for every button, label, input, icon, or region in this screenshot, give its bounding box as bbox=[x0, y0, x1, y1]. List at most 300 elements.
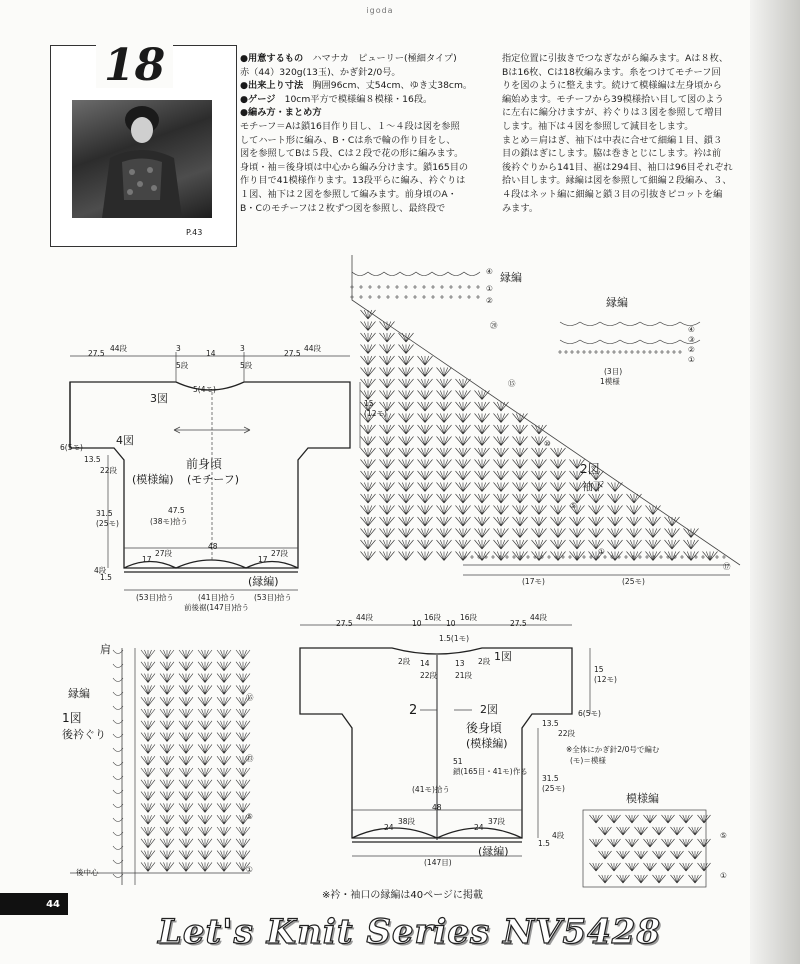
single-crochet bbox=[350, 295, 354, 299]
fan-stitch bbox=[689, 875, 702, 883]
back-dim-neck-right: 10 bbox=[446, 619, 456, 628]
fan-stitch bbox=[179, 650, 193, 659]
fan-stitch bbox=[380, 391, 395, 400]
fan-stitch bbox=[399, 368, 414, 377]
fan-stitch bbox=[217, 709, 231, 718]
fan-stitch bbox=[494, 506, 509, 515]
fan-stitch bbox=[217, 697, 231, 706]
pattern-chart-title: 模様編 bbox=[626, 792, 659, 805]
fan-stitch bbox=[551, 494, 566, 503]
fan-stitch bbox=[475, 506, 490, 515]
front-cuff-width-rows: 22段 bbox=[100, 466, 118, 475]
single-crochet bbox=[588, 350, 592, 354]
fan-stitch bbox=[217, 862, 231, 871]
fan-stitch bbox=[399, 437, 414, 446]
single-crochet bbox=[617, 555, 621, 559]
photo-page-reference: P.43 bbox=[186, 228, 203, 237]
chain-arc bbox=[113, 846, 123, 850]
fan-stitch bbox=[141, 827, 155, 836]
footnote: ※衿・袖口の縁編は40ページに掲載 bbox=[322, 890, 483, 901]
fan-stitch bbox=[236, 650, 250, 659]
fan-stitch bbox=[627, 529, 642, 538]
fig2-row-marker: ① bbox=[486, 284, 493, 293]
fan-stitch bbox=[617, 827, 630, 835]
fig2-bottom-right: (25モ) bbox=[622, 577, 645, 586]
fan-stitch bbox=[399, 425, 414, 434]
fan-stitch bbox=[689, 827, 702, 835]
edging-row-marker: ③ bbox=[688, 335, 695, 344]
front-hem-pickup-left: (53目)拾う bbox=[136, 593, 174, 602]
fan-stitch bbox=[494, 483, 509, 492]
chain-arc bbox=[620, 340, 640, 344]
fan-stitch bbox=[361, 322, 376, 331]
fan-stitch bbox=[141, 685, 155, 694]
front-body-height-pickup: (38モ)拾う bbox=[150, 517, 188, 526]
chain-arc bbox=[640, 340, 660, 344]
front-dim-neck-right: 3 bbox=[240, 344, 245, 353]
back-shoulder-drop: 15 bbox=[594, 665, 604, 674]
fig1-row-marker: ⑬ bbox=[246, 754, 254, 763]
single-crochet bbox=[422, 295, 426, 299]
fan-stitch bbox=[617, 875, 630, 883]
single-crochet bbox=[624, 350, 628, 354]
fig1-subtitle: 後衿ぐり bbox=[62, 728, 106, 741]
single-crochet bbox=[660, 350, 664, 354]
back-shoulder-drop-motifs: (12モ) bbox=[594, 675, 617, 684]
chain-arc bbox=[113, 804, 123, 808]
fan-stitch bbox=[494, 529, 509, 538]
fan-stitch bbox=[513, 494, 528, 503]
back-center-pickup: (41モ)拾う bbox=[412, 785, 450, 794]
fan-stitch bbox=[475, 425, 490, 434]
fan-stitch bbox=[179, 862, 193, 871]
fan-stitch bbox=[141, 780, 155, 789]
fan-stitch bbox=[179, 780, 193, 789]
single-crochet bbox=[377, 285, 381, 289]
fan-stitch bbox=[635, 851, 648, 859]
instruction-line: 作り目で41模様作ります。13段平らに編み、衿ぐりは bbox=[240, 175, 466, 187]
fan-stitch bbox=[646, 529, 661, 538]
fan-stitch bbox=[456, 506, 471, 515]
fan-stitch bbox=[494, 402, 509, 411]
single-crochet bbox=[505, 555, 509, 559]
back-note-motif: (モ)＝模様 bbox=[570, 756, 606, 765]
fan-stitch bbox=[179, 744, 193, 753]
fan-stitch bbox=[418, 529, 433, 538]
fan-stitch bbox=[437, 448, 452, 457]
fan-stitch bbox=[217, 721, 231, 730]
back-dim-sleeve-right-rows: 44段 bbox=[530, 613, 548, 622]
single-crochet bbox=[413, 285, 417, 289]
fan-stitch bbox=[551, 506, 566, 515]
fan-stitch bbox=[380, 379, 395, 388]
fan-stitch bbox=[380, 471, 395, 480]
fan-stitch bbox=[399, 414, 414, 423]
instruction-line: Bは16枚、Cは18枚編みます。糸をつけてモチーフ回 bbox=[502, 66, 721, 78]
back-dim-neck-left: 10 bbox=[412, 619, 422, 628]
fan-stitch bbox=[198, 792, 212, 801]
fan-stitch bbox=[456, 414, 471, 423]
fan-stitch bbox=[608, 815, 621, 823]
front-body-title: 前身頃 bbox=[186, 457, 223, 471]
fan-stitch bbox=[665, 517, 680, 526]
fan-stitch bbox=[399, 379, 414, 388]
instruction-line: 後衿ぐりから141目、裾は294目、袖口は96目それぞれ bbox=[502, 161, 733, 173]
fan-stitch bbox=[698, 815, 711, 823]
fig1-row-marker: ① bbox=[246, 865, 253, 874]
fig1-edging-label: 縁編 bbox=[68, 687, 90, 700]
fan-stitch bbox=[198, 768, 212, 777]
fan-stitch bbox=[418, 437, 433, 446]
fan-stitch bbox=[513, 460, 528, 469]
back-dim-sleeve-left: 27.5 bbox=[336, 619, 353, 628]
fan-stitch bbox=[418, 506, 433, 515]
instruction-line: みます。 bbox=[502, 202, 539, 214]
single-crochet bbox=[458, 285, 462, 289]
fan-stitch bbox=[608, 517, 623, 526]
fan-stitch bbox=[532, 529, 547, 538]
fan-stitch bbox=[671, 827, 684, 835]
fan-stitch bbox=[437, 391, 452, 400]
fan-stitch bbox=[217, 650, 231, 659]
fan-stitch bbox=[456, 552, 471, 561]
fan-stitch bbox=[437, 529, 452, 538]
chain-arc bbox=[113, 692, 123, 696]
edging-row-marker: ② bbox=[688, 345, 695, 354]
back-fig2-ref-right: 2図 bbox=[480, 703, 498, 716]
chain-arc bbox=[113, 748, 123, 752]
single-crochet bbox=[449, 295, 453, 299]
fan-stitch bbox=[665, 529, 680, 538]
fan-stitch bbox=[608, 863, 621, 871]
fan-stitch bbox=[141, 721, 155, 730]
single-crochet bbox=[561, 555, 565, 559]
back-hem-band: 1.5 bbox=[538, 839, 550, 848]
fan-stitch bbox=[608, 483, 623, 492]
fan-stitch bbox=[361, 552, 376, 561]
chain-arc bbox=[400, 272, 416, 276]
fan-stitch bbox=[626, 863, 639, 871]
fan-stitch bbox=[160, 862, 174, 871]
single-crochet bbox=[413, 295, 417, 299]
fan-stitch bbox=[236, 839, 250, 848]
fan-stitch bbox=[179, 768, 193, 777]
single-crochet bbox=[648, 350, 652, 354]
fan-stitch bbox=[437, 379, 452, 388]
fan-stitch bbox=[653, 875, 666, 883]
fan-stitch bbox=[198, 733, 212, 742]
back-neck-dim-e: 21段 bbox=[455, 671, 473, 680]
fan-stitch bbox=[513, 437, 528, 446]
fan-stitch bbox=[418, 356, 433, 365]
single-crochet bbox=[512, 555, 516, 559]
fan-stitch bbox=[551, 460, 566, 469]
fan-stitch bbox=[198, 650, 212, 659]
front-shoulder-drop: 15 bbox=[364, 399, 374, 408]
fan-stitch bbox=[160, 803, 174, 812]
fan-stitch bbox=[646, 552, 661, 561]
fan-stitch bbox=[680, 815, 693, 823]
single-crochet bbox=[600, 350, 604, 354]
fan-stitch bbox=[198, 839, 212, 848]
single-crochet bbox=[547, 555, 551, 559]
fan-stitch bbox=[179, 685, 193, 694]
chain-arc bbox=[660, 322, 680, 326]
fan-stitch bbox=[361, 379, 376, 388]
chain-arc bbox=[432, 272, 448, 276]
fan-stitch bbox=[644, 815, 657, 823]
single-crochet bbox=[642, 350, 646, 354]
fan-stitch bbox=[627, 517, 642, 526]
fan-stitch bbox=[627, 552, 642, 561]
chain-arc bbox=[113, 818, 123, 822]
fan-stitch bbox=[141, 851, 155, 860]
fan-stitch bbox=[513, 540, 528, 549]
fan-stitch bbox=[179, 827, 193, 836]
fig2-row-marker: ④ bbox=[486, 267, 493, 276]
fan-stitch bbox=[456, 517, 471, 526]
fan-stitch bbox=[494, 540, 509, 549]
instruction-line: してハート形に編み、B・Cは糸で輪の作り目をし、 bbox=[240, 134, 456, 146]
fan-stitch bbox=[456, 448, 471, 457]
fan-stitch bbox=[380, 460, 395, 469]
fan-stitch bbox=[217, 839, 231, 848]
fan-stitch bbox=[160, 697, 174, 706]
back-neck-dim-a: 2段 bbox=[398, 657, 411, 666]
fan-stitch bbox=[494, 471, 509, 480]
fan-stitch bbox=[160, 839, 174, 848]
single-crochet bbox=[666, 350, 670, 354]
fan-stitch bbox=[399, 471, 414, 480]
fan-stitch bbox=[380, 356, 395, 365]
instruction-line: B・Cのモチーフは２枚ずつ図を参照し、最終段で bbox=[240, 202, 446, 214]
back-neck-dim-b: 14 bbox=[420, 659, 430, 668]
fan-stitch bbox=[475, 460, 490, 469]
fan-stitch bbox=[160, 650, 174, 659]
front-hem-band: 1.5 bbox=[100, 573, 112, 582]
single-crochet bbox=[386, 285, 390, 289]
single-crochet bbox=[636, 350, 640, 354]
fan-stitch bbox=[437, 425, 452, 434]
fan-stitch bbox=[627, 540, 642, 549]
fan-stitch bbox=[160, 792, 174, 801]
page-number: 44 bbox=[0, 893, 68, 915]
front-fig4-ref: 4図 bbox=[116, 434, 134, 447]
fan-stitch bbox=[198, 662, 212, 671]
instruction-line: します。袖下は４図を参照して減目をします。 bbox=[502, 120, 694, 132]
back-dim-sleeve-left-rows: 44段 bbox=[356, 613, 374, 622]
back-side-height-motifs: (25モ) bbox=[542, 784, 565, 793]
fan-stitch bbox=[236, 827, 250, 836]
instruction-line: まとめ＝肩はぎ、袖下は中表に合せて細編１目、鎖３ bbox=[502, 134, 723, 146]
fan-stitch bbox=[160, 733, 174, 742]
back-dim-sleeve-right: 27.5 bbox=[510, 619, 527, 628]
single-crochet bbox=[395, 285, 399, 289]
fan-stitch bbox=[399, 483, 414, 492]
single-crochet bbox=[638, 555, 642, 559]
fan-stitch bbox=[437, 437, 452, 446]
fan-stitch bbox=[684, 540, 699, 549]
fan-stitch bbox=[236, 662, 250, 671]
fan-stitch bbox=[456, 391, 471, 400]
edging-repeat-stitches: (3目) bbox=[604, 367, 623, 376]
fan-stitch bbox=[198, 685, 212, 694]
chain-arc bbox=[448, 272, 464, 276]
fan-stitch bbox=[665, 552, 680, 561]
chain-arc bbox=[352, 272, 368, 276]
fan-stitch bbox=[698, 863, 711, 871]
chain-arc bbox=[113, 790, 123, 794]
fan-stitch bbox=[551, 540, 566, 549]
fan-stitch bbox=[380, 540, 395, 549]
single-crochet bbox=[377, 295, 381, 299]
single-crochet bbox=[631, 555, 635, 559]
fan-stitch bbox=[437, 414, 452, 423]
fig2-row-marker: ① bbox=[598, 547, 605, 556]
back-width: 48 bbox=[432, 803, 442, 812]
single-crochet bbox=[440, 295, 444, 299]
fan-stitch bbox=[160, 709, 174, 718]
chain-arc bbox=[368, 272, 384, 276]
single-crochet bbox=[395, 295, 399, 299]
fan-stitch bbox=[380, 368, 395, 377]
back-fig1-ref: 1図 bbox=[494, 650, 512, 663]
fan-stitch bbox=[380, 333, 395, 342]
front-edging-label: (縁編) bbox=[248, 575, 279, 588]
front-body-height: 47.5 bbox=[168, 506, 185, 515]
fan-stitch bbox=[689, 851, 702, 859]
fan-stitch bbox=[198, 674, 212, 683]
single-crochet bbox=[568, 555, 572, 559]
fan-stitch bbox=[361, 356, 376, 365]
fan-stitch bbox=[141, 674, 155, 683]
fan-stitch bbox=[179, 803, 193, 812]
instruction-line: 図を参照してBは５段、Cは２段で花の形に編みます。 bbox=[240, 148, 464, 160]
fan-stitch bbox=[635, 827, 648, 835]
fan-stitch bbox=[399, 506, 414, 515]
chain-arc bbox=[113, 678, 123, 682]
single-crochet bbox=[476, 295, 480, 299]
fan-stitch bbox=[551, 483, 566, 492]
edging-row-marker: ① bbox=[688, 355, 695, 364]
fan-stitch bbox=[513, 448, 528, 457]
fan-stitch bbox=[141, 839, 155, 848]
fan-stitch bbox=[160, 780, 174, 789]
chain-arc bbox=[113, 762, 123, 766]
fan-stitch bbox=[141, 744, 155, 753]
front-hem-total: 前後裾(147目)拾う bbox=[184, 603, 250, 612]
fan-stitch bbox=[399, 460, 414, 469]
fan-stitch bbox=[646, 517, 661, 526]
instruction-line: りを図のように整えます。続けて模様編は左身頃から bbox=[502, 80, 722, 92]
single-crochet bbox=[467, 285, 471, 289]
instruction-line: ●編み方・まとめ方 bbox=[240, 107, 322, 119]
fan-stitch bbox=[532, 494, 547, 503]
fan-stitch bbox=[198, 780, 212, 789]
fan-stitch bbox=[418, 517, 433, 526]
instruction-line: 身頃・袖＝後身頃は中心から編み分けます。鎖165目の bbox=[240, 161, 469, 173]
fan-stitch bbox=[626, 839, 639, 847]
fan-stitch bbox=[179, 756, 193, 765]
back-cuff-width-rows: 22段 bbox=[558, 729, 576, 738]
fan-stitch bbox=[570, 529, 585, 538]
fan-stitch bbox=[617, 851, 630, 859]
fan-stitch bbox=[475, 494, 490, 503]
back-height-chain: 鎖(165目・41モ)作る bbox=[453, 767, 528, 776]
single-crochet bbox=[350, 285, 354, 289]
fig2-bottom-left: (17モ) bbox=[522, 577, 545, 586]
chain-arc bbox=[113, 860, 123, 864]
front-hem-left-rows: 27段 bbox=[155, 549, 173, 558]
single-crochet bbox=[476, 285, 480, 289]
fan-stitch bbox=[198, 851, 212, 860]
fan-stitch bbox=[160, 685, 174, 694]
back-body-title: 後身頃 bbox=[466, 721, 503, 735]
fan-stitch bbox=[198, 827, 212, 836]
chain-arc bbox=[580, 322, 600, 326]
chain-arc bbox=[640, 322, 660, 326]
fan-stitch bbox=[380, 322, 395, 331]
fan-stitch bbox=[513, 425, 528, 434]
fig2-edging-label: 縁編 bbox=[500, 271, 522, 284]
fan-stitch bbox=[160, 662, 174, 671]
fan-stitch bbox=[217, 768, 231, 777]
fan-stitch bbox=[217, 674, 231, 683]
fan-stitch bbox=[456, 483, 471, 492]
fan-stitch bbox=[627, 506, 642, 515]
fan-stitch bbox=[513, 552, 528, 561]
fan-stitch bbox=[494, 414, 509, 423]
fan-stitch bbox=[418, 540, 433, 549]
chain-arc bbox=[113, 776, 123, 780]
instruction-line: に左右に編分けますが、衿ぐりは３図を参照して増目 bbox=[502, 107, 723, 119]
instruction-line: 拾い目します。縁編は図を参照して細編２段編み、３、 bbox=[502, 175, 732, 187]
fan-stitch bbox=[456, 379, 471, 388]
fan-stitch bbox=[198, 803, 212, 812]
fan-stitch bbox=[217, 733, 231, 742]
fan-stitch bbox=[179, 815, 193, 824]
fan-stitch bbox=[551, 529, 566, 538]
fan-stitch bbox=[141, 709, 155, 718]
fan-stitch bbox=[160, 827, 174, 836]
instruction-line: 編始めます。モチーフから39模様拾い目して図のよう bbox=[502, 93, 724, 105]
front-dim-neck-right-rows: 5段 bbox=[240, 361, 253, 370]
fan-stitch bbox=[513, 483, 528, 492]
fan-stitch bbox=[494, 494, 509, 503]
chain-arc bbox=[113, 720, 123, 724]
fan-stitch bbox=[437, 483, 452, 492]
fan-stitch bbox=[662, 863, 675, 871]
fan-stitch bbox=[361, 345, 376, 354]
fan-stitch bbox=[198, 697, 212, 706]
fan-stitch bbox=[590, 839, 603, 847]
fig1-center-label: 後中心 bbox=[76, 868, 99, 877]
fan-stitch bbox=[456, 402, 471, 411]
front-neck-rows: 5(4モ) bbox=[193, 385, 216, 394]
fan-stitch bbox=[160, 721, 174, 730]
fan-stitch bbox=[236, 721, 250, 730]
fan-stitch bbox=[198, 721, 212, 730]
single-crochet bbox=[431, 295, 435, 299]
edging-repeat-label: 1模様 bbox=[600, 377, 620, 386]
chain-arc bbox=[600, 340, 620, 344]
fan-stitch bbox=[217, 851, 231, 860]
fan-stitch bbox=[399, 402, 414, 411]
single-crochet bbox=[694, 555, 698, 559]
front-hem-right-rows: 27段 bbox=[271, 549, 289, 558]
fan-stitch bbox=[608, 506, 623, 515]
fan-stitch bbox=[380, 483, 395, 492]
